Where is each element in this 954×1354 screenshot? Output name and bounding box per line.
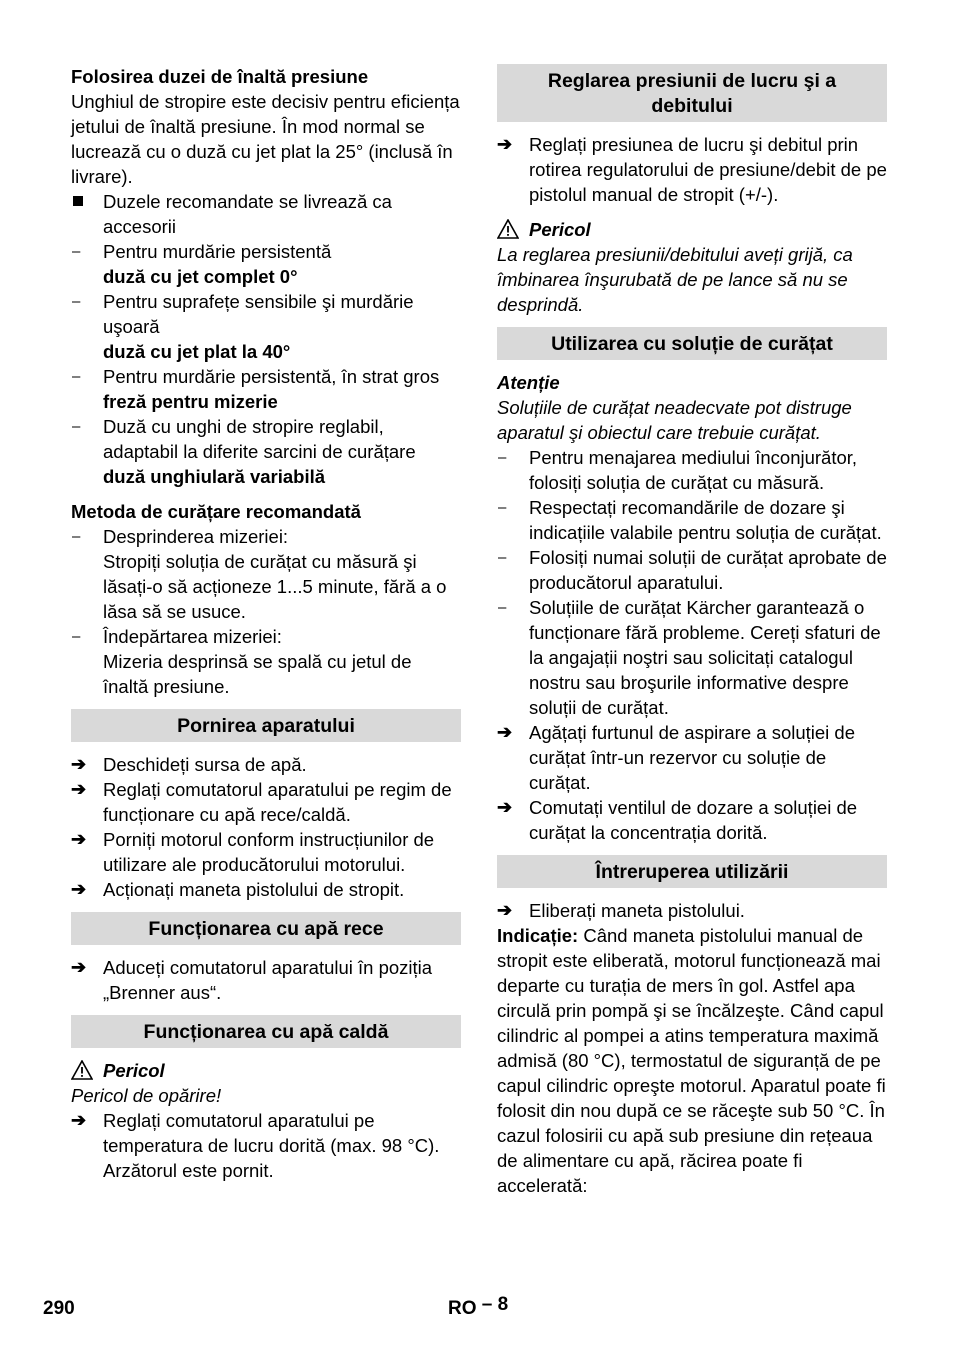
- dash-bullet: –: [498, 599, 507, 616]
- arrow-right-icon: ➔: [71, 1110, 87, 1130]
- action-item: [71, 955, 461, 1005]
- list-item: [497, 495, 887, 545]
- warning-heading: [71, 1058, 461, 1083]
- section-heading-bar: Funcționarea cu apă caldă: [71, 1015, 461, 1048]
- section-heading-bar: Întreruperea utilizării: [497, 855, 887, 888]
- list-item-text: Soluțiile de curățat Kärcher garantează o funcționare fără probleme. Cereți sfaturi de la angajații noştri sau solicitați catalogul nostru sau broşurile informative despre soluții de curățat.: [529, 597, 881, 718]
- action-text: Reglați presiunea de lucru şi debitul prin rotirea regulatorului de presiune/debit de pe pistolul manual de stropit (+/-).: [529, 134, 887, 205]
- list-item: [71, 414, 461, 464]
- action-item: [497, 795, 887, 845]
- arrow-right-icon: ➔: [71, 957, 87, 977]
- left-column: [71, 64, 461, 1183]
- nozzle-name: duză cu jet plat la 40°: [103, 341, 291, 362]
- warning-triangle-icon: [71, 1060, 93, 1080]
- action-text: Porniți motorul conform instrucțiunilor de utilizare ale producătorului motorului.: [103, 829, 435, 875]
- nozzle-name: freză pentru mizerie: [103, 391, 278, 412]
- arrow-right-icon: ➔: [497, 134, 513, 154]
- action-text: Reglați comutatorul aparatului pe temperatura de lucru dorită (max. 98 °C). Arzătorul este pornit.: [103, 1110, 440, 1181]
- arrow-right-icon: ➔: [497, 900, 513, 920]
- list-item-text: Folosiți numai soluții de curățat aprobate de producătorul aparatului.: [529, 547, 887, 593]
- nozzle-name: duză unghiulară variabilă: [103, 466, 326, 487]
- attention-text: Soluțiile de curățat neadecvate pot distruge aparatul şi obiectul care trebuie curățat.: [497, 397, 852, 443]
- action-item: [497, 898, 887, 923]
- arrow-right-icon: ➔: [497, 797, 513, 817]
- action-item: [71, 752, 461, 777]
- action-item: [497, 132, 887, 207]
- note-paragraph: [497, 923, 887, 1198]
- warning-text: Pericol de opărire!: [71, 1085, 222, 1106]
- note-text: Când maneta pistolului manual de stropit este eliberată, motorul funcționează mai departe cu turația de mers în gol. Astfel apa circulă prin pompă şi se încălzeşte. Când capul cilindric al pompei a atins temperatura maximă admisă (80 °C), termostatul de siguranță de pe capul cilindric opreşte motorul. Aparatul poate fi folosit din nou după ce se răceşte sub 50 °C. În cazul folosirii cu apă sub presiune din rețeaua de alimentare cu apă, răcirea poate fi accelerată:: [497, 925, 886, 1196]
- list-item-text: Pentru murdărie persistentă: [103, 241, 332, 262]
- page-number: 290: [43, 1298, 75, 1319]
- dash-bullet: –: [72, 528, 81, 545]
- dash-bullet: –: [498, 449, 507, 466]
- action-text: Aduceți comutatorul aparatului în poziția „Brenner aus“.: [103, 957, 433, 1003]
- right-column: [497, 64, 887, 1198]
- list-item: [71, 624, 461, 649]
- page-footer-label: [448, 1294, 509, 1320]
- arrow-right-icon: ➔: [71, 879, 87, 899]
- note-label: Indicație:: [497, 925, 579, 946]
- list-item: [497, 595, 887, 720]
- section-title: Folosirea duzei de înaltă presiune: [71, 66, 369, 87]
- list-item: [71, 239, 461, 264]
- warning-heading: [497, 217, 887, 242]
- square-bullet-icon: [71, 189, 95, 214]
- list-item: [71, 189, 461, 239]
- dash-bullet: –: [498, 499, 507, 516]
- section-title: Metoda de curățare recomandată: [71, 501, 361, 522]
- action-item: [71, 877, 461, 902]
- section-heading-bar: Reglarea presiunii de lucru şi a debitului: [497, 64, 887, 122]
- warning-label: Pericol: [103, 1060, 165, 1081]
- dash-bullet: –: [72, 628, 81, 645]
- action-item: [497, 720, 887, 795]
- dash-bullet: –: [72, 368, 81, 385]
- dash-bullet: –: [72, 243, 81, 260]
- list-item-text: Duzele recomandate se livrează ca accesorii: [103, 191, 392, 237]
- arrow-right-icon: ➔: [71, 779, 87, 799]
- section-heading-bar: Utilizarea cu soluție de curățat: [497, 327, 887, 360]
- section-heading-bar: Funcționarea cu apă rece: [71, 912, 461, 945]
- list-item-text: Pentru murdărie persistentă, în strat gros: [103, 366, 440, 387]
- list-item-text: Pentru suprafețe sensibile şi murdărie uşoară: [103, 291, 414, 337]
- action-text: Comutați ventilul de dozare a soluției de curățat la concentrația dorită.: [529, 797, 858, 843]
- list-item-text: Desprinderea mizeriei:: [103, 526, 289, 547]
- action-text: Eliberați maneta pistolului.: [529, 900, 745, 921]
- arrow-right-icon: ➔: [497, 722, 513, 742]
- section-heading-bar: Pornirea aparatului: [71, 709, 461, 742]
- arrow-right-icon: ➔: [71, 754, 87, 774]
- attention-label: Atenție: [497, 372, 560, 393]
- warning-triangle-icon: [497, 219, 519, 239]
- list-item: [497, 445, 887, 495]
- list-item: [71, 524, 461, 549]
- list-item: [71, 364, 461, 389]
- action-text: Reglați comutatorul aparatului pe regim de funcționare cu apă rece/caldă.: [103, 779, 452, 825]
- action-text: Agățați furtunul de aspirare a soluției de curățat într-un rezervor cu soluție de curățat.: [529, 722, 856, 793]
- dash-bullet: –: [72, 293, 81, 310]
- list-item: [497, 545, 887, 595]
- action-text: Deschideți sursa de apă.: [103, 754, 307, 775]
- list-item-text: Îndepărtarea mizeriei:: [103, 626, 282, 647]
- list-item-text: Pentru menajarea mediului înconjurător, folosiți soluția de curățat cu măsură.: [529, 447, 858, 493]
- paragraph: Unghiul de stropire este decisiv pentru eficiența jetului de înaltă presiune. În mod normal se lucrează cu o duză cu jet plat la 25° (inclusă în livrare).: [71, 91, 460, 187]
- list-item: [71, 289, 461, 339]
- language-code: RO: [448, 1298, 477, 1319]
- paragraph: Stropiți soluția de curățat cu măsură şi lăsați-o să acționeze 1...5 minute, fără a o lăsa să se usuce.: [103, 551, 447, 622]
- list-item-text: Duză cu unghi de stropire reglabil, adaptabil la diferite sarcini de curățare: [103, 416, 416, 462]
- dash-bullet: –: [498, 549, 507, 566]
- warning-label: Pericol: [529, 219, 591, 240]
- action-item: [71, 777, 461, 827]
- sub-page-number: – 8: [481, 1294, 509, 1315]
- list-item-text: Respectați recomandările de dozare şi indicațiile valabile pentru soluția de curățat.: [529, 497, 882, 543]
- paragraph: Mizeria desprinsă se spală cu jetul de înaltă presiune.: [103, 651, 412, 697]
- action-text: Acționați maneta pistolului de stropit.: [103, 879, 405, 900]
- action-item: [71, 1108, 461, 1183]
- warning-text: La reglarea presiunii/debitului aveți grijă, ca îmbinarea înşurubată de pe lance să nu se desprindă.: [497, 244, 853, 315]
- arrow-right-icon: ➔: [71, 829, 87, 849]
- nozzle-name: duză cu jet complet 0°: [103, 266, 298, 287]
- dash-bullet: –: [72, 418, 81, 435]
- action-item: [71, 827, 461, 877]
